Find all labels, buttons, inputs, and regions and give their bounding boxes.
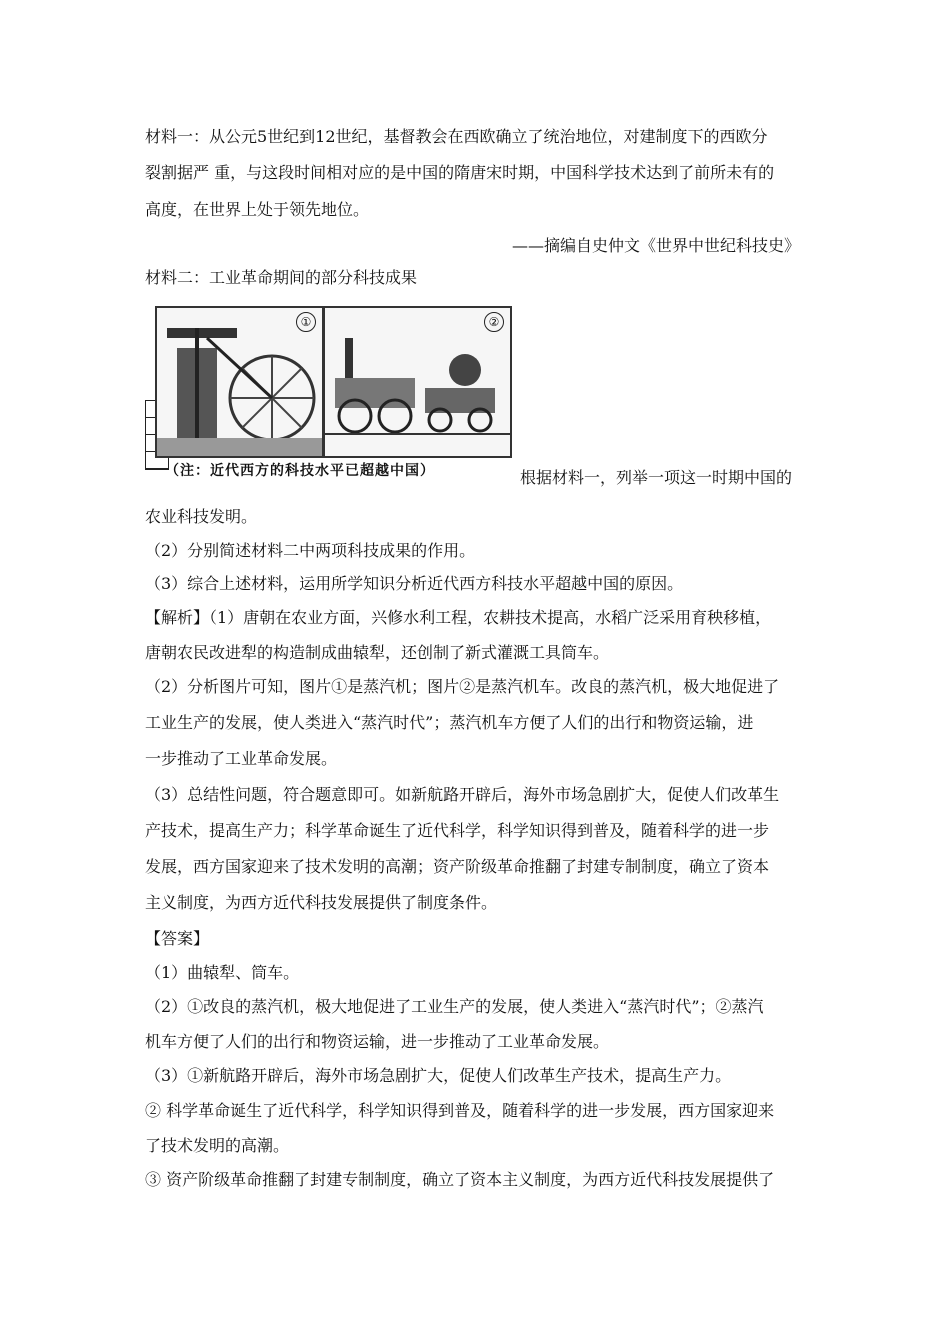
material-one-line-1: 材料一：从公元5世纪到12世纪，基督教会在西欧确立了统治地位，对建制度下的西欧分: [145, 127, 768, 146]
question-1-line-1: 根据材料一，列举一项这一时期中国的: [520, 468, 793, 487]
answer-heading: 【答案】: [145, 929, 210, 948]
analysis-3-line-1: （3）总结性问题，符合题意即可。如新航路开辟后，海外市场急剧扩大，促使人们改革生: [145, 785, 780, 804]
analysis-2-line-1: （2）分析图片可知，图片①是蒸汽机；图片②是蒸汽机车。改良的蒸汽机，极大地促进了: [145, 677, 780, 696]
analysis-2-line-3: 一步推动了工业革命发展。: [145, 749, 338, 768]
figure-caption: （注：近代西方的科技水平已超越中国）: [165, 463, 435, 479]
material-one-line-3: 高度，在世界上处于领先地位。: [145, 200, 370, 219]
analysis-3-line-2: 产技术，提高生产力；科学革命诞生了近代科学，科学知识得到普及，随着科学的进一步: [145, 821, 770, 840]
analysis-3-line-4: 主义制度，为西方近代科技发展提供了制度条件。: [145, 893, 498, 912]
question-2: （2）分别简述材料二中两项科技成果的作用。: [145, 541, 476, 560]
material-one-source: ——摘编自史仲文《世界中世纪科技史》: [511, 236, 800, 255]
steam-engine-image: [155, 306, 324, 458]
answer-2-line-1: （2）①改良的蒸汽机，极大地促进了工业生产的发展，使人类进入“蒸汽时代”；②蒸汽: [145, 997, 764, 1016]
analysis-1-line-1: 【解析】（1）唐朝在农业方面，兴修水利工程，农耕技术提高，水稻广泛采用育秧移植，: [145, 608, 772, 627]
answer-3-line-2: ② 科学革命诞生了近代科学，科学知识得到普及，随着科学的进一步发展，西方国家迎来: [145, 1101, 775, 1120]
image-label-2: ②: [484, 312, 504, 332]
answer-2-line-2: 机车方便了人们的出行和物资运输，进一步推动了工业革命发展。: [145, 1032, 610, 1051]
answer-3-line-1: （3）①新航路开辟后，海外市场急剧扩大，促使人们改革生产技术，提高生产力。: [145, 1066, 732, 1085]
analysis-3-line-3: 发展，西方国家迎来了技术发明的高潮；资产阶级革命推翻了封建专制制度，确立了资本: [145, 857, 770, 876]
answer-3-line-4: ③ 资产阶级革命推翻了封建专制制度，确立了资本主义制度，为西方近代科技发展提供了: [145, 1170, 775, 1189]
image-label-1: ①: [296, 312, 316, 332]
question-3: （3）综合上述材料，运用所学知识分析近代西方科技水平超越中国的原因。: [145, 574, 684, 593]
analysis-1-line-2: 唐朝农民改进犁的构造制成曲辕犁，还创制了新式灌溉工具筒车。: [145, 643, 610, 662]
material-one-line-2: 裂割据严 重，与这段时间相对应的是中国的隋唐宋时期，中国科学技术达到了前所未有的: [145, 163, 775, 182]
analysis-2-line-2: 工业生产的发展，使人类进入“蒸汽时代”；蒸汽机车方便了人们的出行和物资运输，进: [145, 713, 754, 732]
material-two-title: 材料二：工业革命期间的部分科技成果: [145, 268, 418, 287]
answer-1: （1）曲辕犁、筒车。: [145, 963, 300, 982]
question-1-line-2: 农业科技发明。: [145, 507, 258, 526]
material-two-figure: [145, 300, 515, 492]
answer-3-line-3: 了技术发明的高潮。: [145, 1136, 290, 1155]
steam-locomotive-image: [323, 306, 512, 458]
